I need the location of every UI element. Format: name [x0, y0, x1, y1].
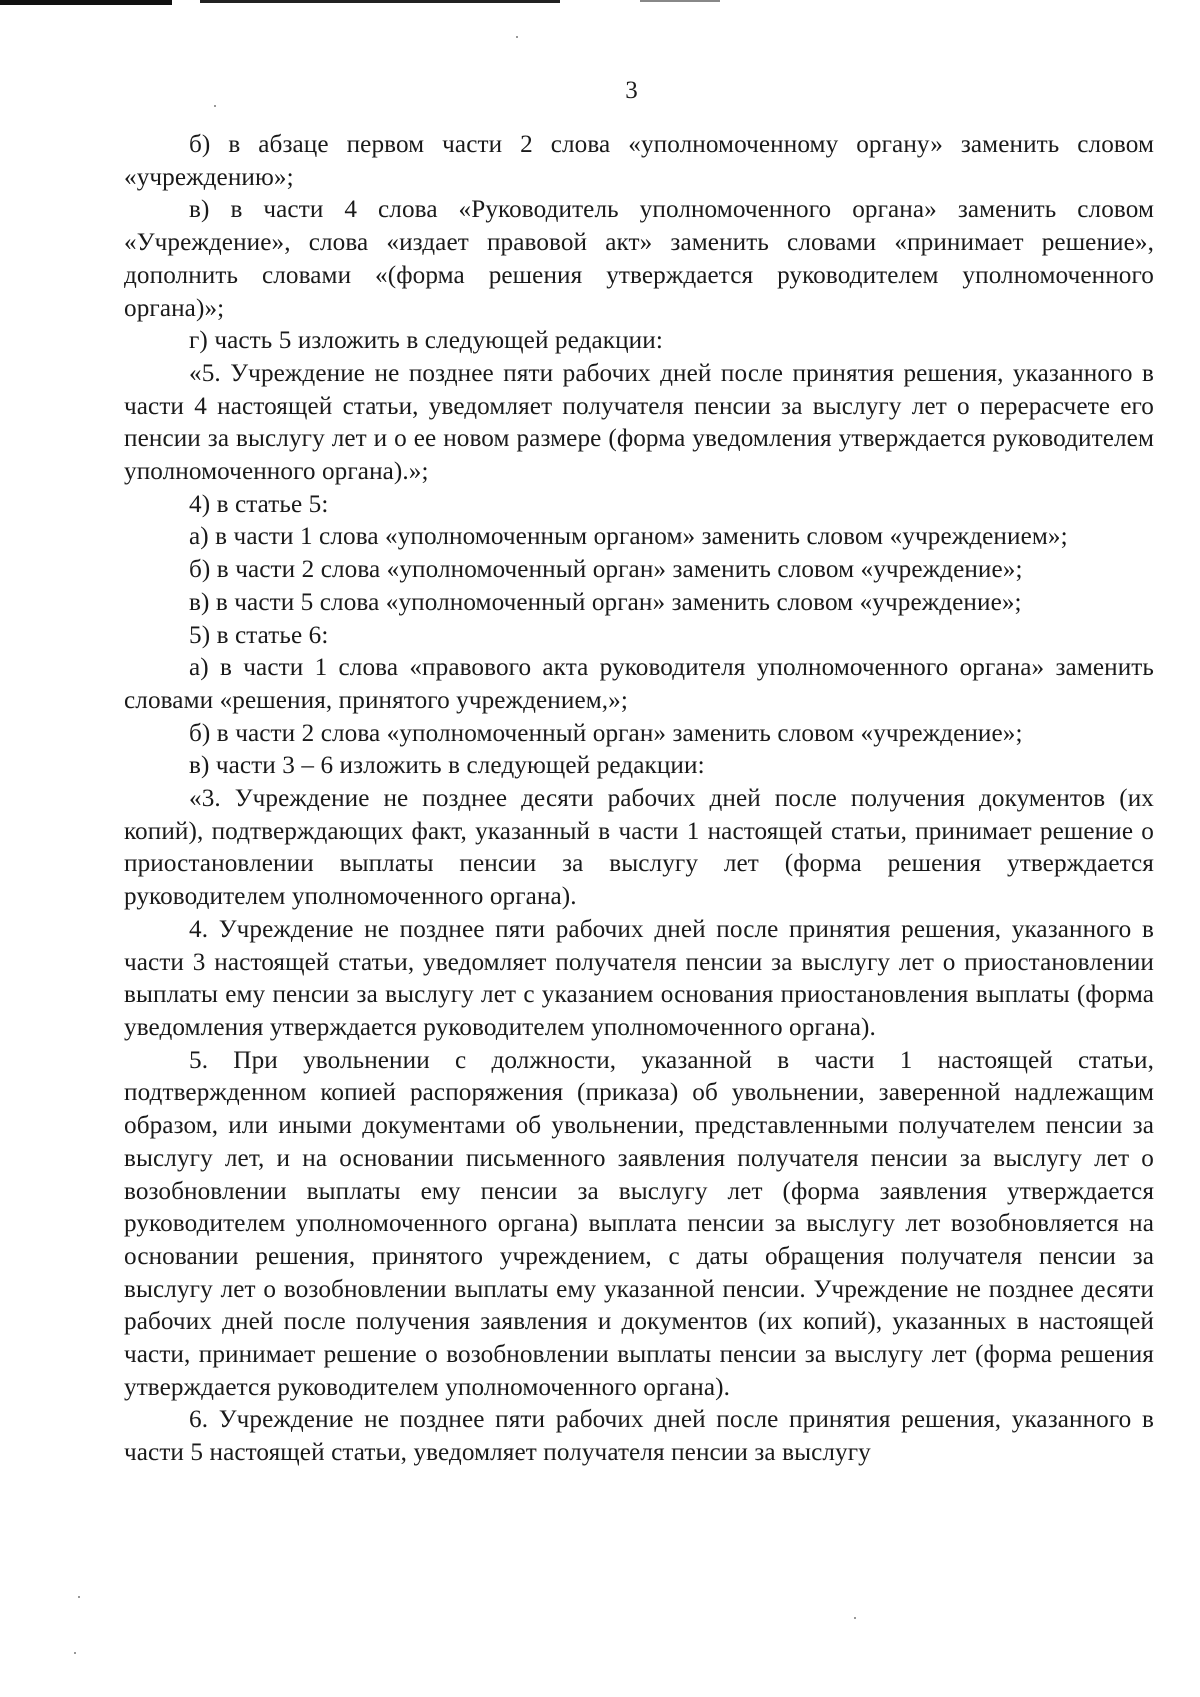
- paragraph: б) в части 2 слова «уполномоченный орган» заменить словом «учреждение»;: [189, 719, 1023, 747]
- paragraph: 4. Учреждение не позднее пяти рабочих дней после принятия решения, указанного в части 3 настоящей статьи, уведомляет получателя пенсии за выслугу лет о приостановлении выплаты ему пенсии за выслугу лет с указанием основания приостановления выплаты (форма уведомления утверждается руководителем уполномоченного органа).: [124, 915, 1154, 1041]
- scan-speck: [854, 1617, 856, 1619]
- scan-speck: [214, 105, 216, 107]
- paragraph: в) в части 5 слова «уполномоченный орган» заменить словом «учреждение»;: [189, 588, 1022, 616]
- document-body: [124, 129, 1154, 1470]
- scan-edge-bar: [200, 0, 560, 3]
- paragraph: 5) в статье 6:: [189, 621, 329, 649]
- paragraph: б) в абзаце первом части 2 слова «уполномоченному органу» заменить словом «учреждению»;: [124, 131, 1154, 191]
- scan-edge-bar: [640, 0, 720, 2]
- scan-edge-artifact: [0, 0, 1200, 10]
- paragraph: «3. Учреждение не позднее десяти рабочих дней после получения документов (их копий), подтверждающих факт, указанный в части 1 настоящей статьи, принимает решение о приостановлении выплаты пенсии за выслугу лет (форма решения утверждается руководителем уполномоченного органа).: [124, 785, 1154, 911]
- paragraph: в) в части 4 слова «Руководитель уполномоченного органа» заменить словом «Учреждение», слова «издает правовой акт» заменить словами «принимает решение», дополнить словами «(форма решения утверждается руководителем уполномоченного органа)»;: [124, 196, 1154, 322]
- paragraph: г) часть 5 изложить в следующей редакции:: [189, 327, 663, 355]
- scan-speck: [74, 1652, 76, 1654]
- paragraph: 6. Учреждение не позднее пяти рабочих дней после принятия решения, указанного в части 5 настоящей статьи, уведомляет получателя пенсии за выслугу: [124, 1406, 1154, 1467]
- page-number: 3: [625, 77, 638, 104]
- scan-speck: [516, 36, 518, 38]
- paragraph: а) в части 1 слова «правового акта руководителя уполномоченного органа» заменить словами «решения, принятого учреждением,»;: [124, 654, 1154, 714]
- scan-speck: [78, 1596, 80, 1598]
- paragraph: а) в части 1 слова «уполномоченным органом» заменить словом «учреждением»;: [189, 523, 1068, 551]
- paragraph: 5. При увольнении с должности, указанной в части 1 настоящей статьи, подтвержденном копией распоряжения (приказа) об увольнении, заверенной надлежащим образом, или иными документами об увольнении, представленными получателем пенсии за выслугу лет, и на основании письменного заявления получателя пенсии за выслугу лет о возобновлении выплаты ему пенсии за выслугу лет (форма заявления утверждается руководителем уполномоченного органа) выплата пенсии за выслугу лет возобновляется на основании решения, принятого учреждением, с даты обращения получателя пенсии за выслугу лет о возобновлении выплаты ему указанной пенсии. Учреждение не позднее десяти рабочих дней после получения заявления и документов (их копий), указанных в настоящей части, принимает решение о возобновлении выплаты пенсии за выслугу лет (форма решения утверждается руководителем уполномоченного органа).: [124, 1046, 1154, 1401]
- paragraph: «5. Учреждение не позднее пяти рабочих дней после принятия решения, указанного в части 4 настоящей статьи, уведомляет получателя пенсии за выслугу лет о перерасчете его пенсии за выслугу лет и о ее новом размере (форма уведомления утверждается руководителем уполномоченного органа).»;: [124, 359, 1154, 486]
- paragraph: б) в части 2 слова «уполномоченный орган» заменить словом «учреждение»;: [189, 556, 1023, 584]
- paragraph: 4) в статье 5:: [189, 490, 329, 518]
- scan-edge-bar: [0, 0, 172, 5]
- paragraph: в) части 3 – 6 изложить в следующей редакции:: [189, 752, 705, 780]
